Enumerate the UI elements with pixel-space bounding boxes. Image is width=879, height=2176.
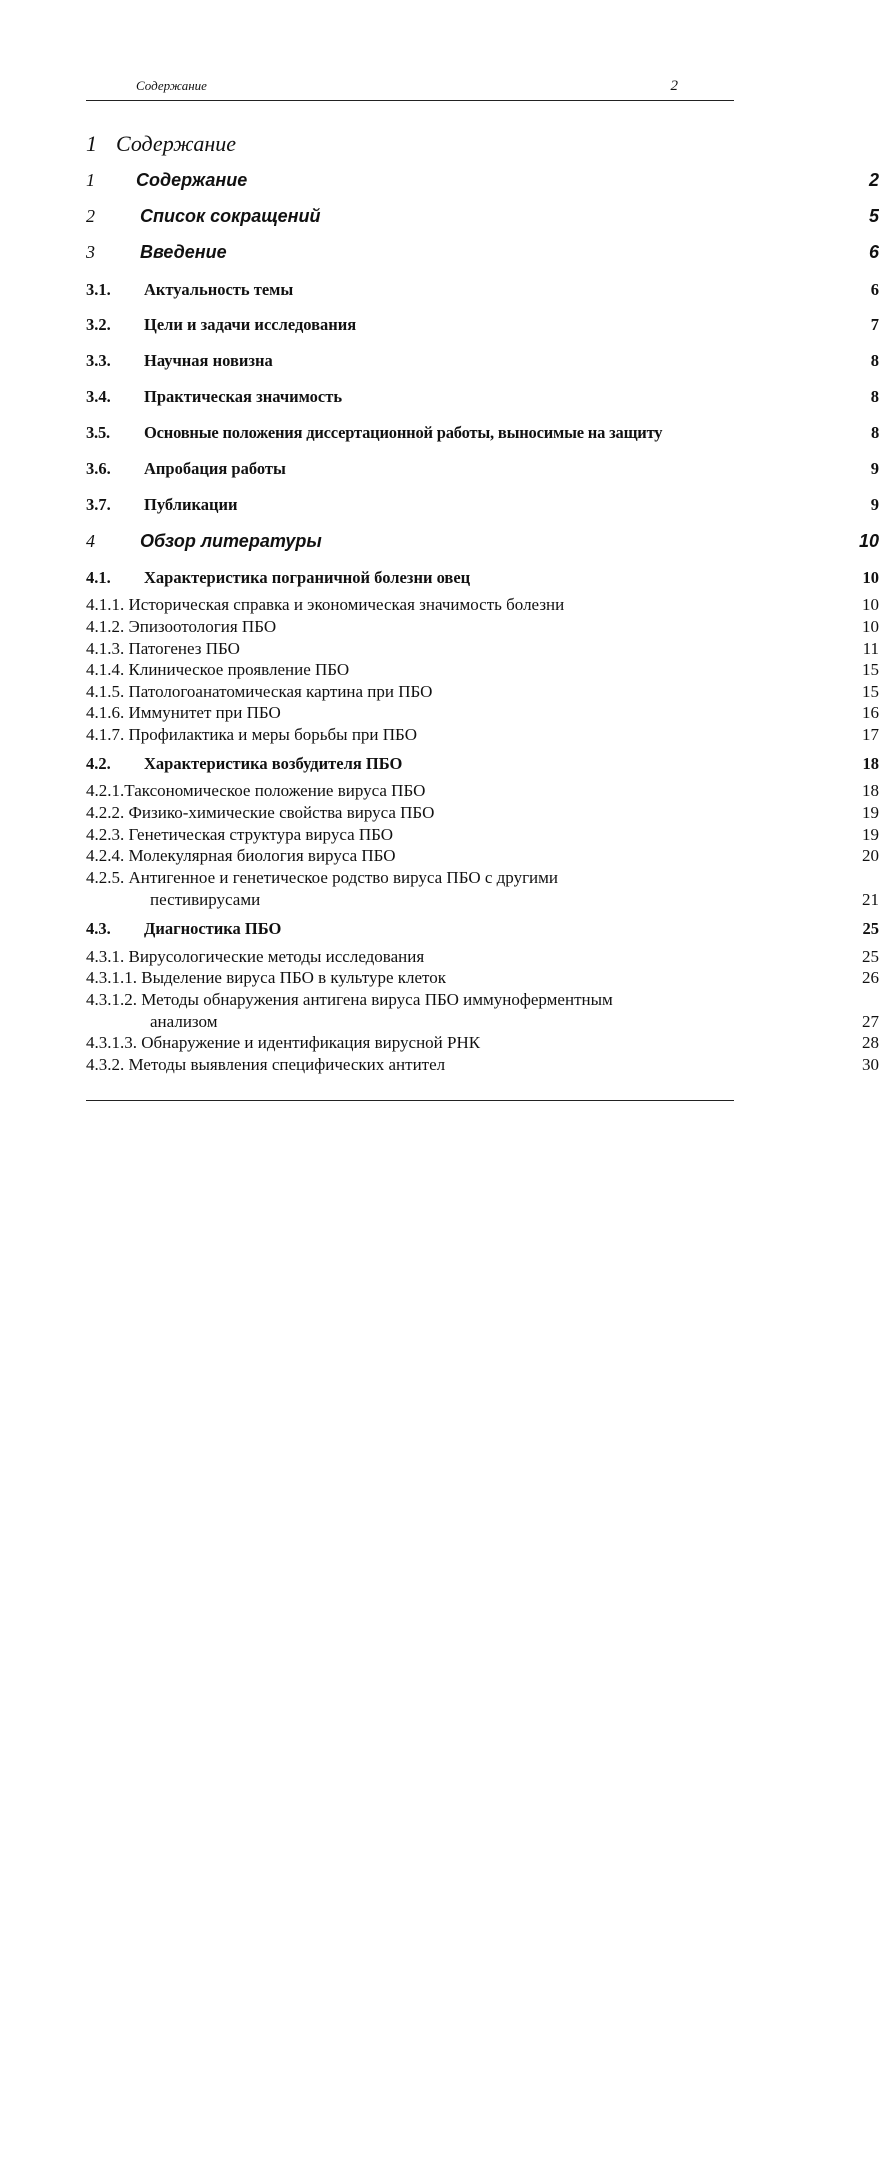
toc-subentry bbox=[86, 1032, 879, 1054]
toc-subentry-page: 26 bbox=[862, 968, 879, 987]
toc-subentry-continuation: пестивирусами bbox=[150, 890, 261, 909]
toc-entry-page: 2 bbox=[868, 170, 879, 190]
toc-subentry-page: 15 bbox=[862, 660, 879, 679]
toc-entry-number: 3 bbox=[86, 242, 95, 262]
toc-entry-number: 4.2. bbox=[86, 754, 111, 773]
toc-subentry-text: 4.1.2. Эпизоотология ПБО bbox=[86, 617, 277, 636]
toc-entry-title: Актуальность темы bbox=[144, 280, 294, 299]
toc-subentry bbox=[86, 867, 879, 911]
toc-subentry-text: 4.3.2. Методы выявления специфических антител bbox=[86, 1055, 446, 1074]
toc-entry-number: 3.5. bbox=[86, 423, 110, 442]
toc-subentry-page: 16 bbox=[862, 703, 879, 722]
page-number: 2 bbox=[670, 78, 678, 94]
toc-subentry-text: 4.2.2. Физико-химические свойства вируса ПБО bbox=[86, 803, 435, 822]
toc-subentry-page: 27 bbox=[862, 1012, 879, 1031]
toc-subentry-page: 30 bbox=[862, 1055, 879, 1074]
toc-entry-number: 3.4. bbox=[86, 387, 111, 406]
toc-subentry bbox=[86, 594, 879, 616]
toc-subentry bbox=[86, 780, 879, 802]
toc-subentry-text: 4.1.7. Профилактика и меры борьбы при ПБО bbox=[86, 725, 417, 744]
footer-rule bbox=[86, 1100, 734, 1101]
toc-entry-number: 1 bbox=[86, 170, 95, 190]
toc-subentry bbox=[86, 724, 879, 746]
toc-entry-title: Обзор литературы bbox=[140, 531, 322, 551]
toc-subentry bbox=[86, 702, 879, 724]
toc-subentry bbox=[86, 638, 879, 660]
toc-subentry-text: 4.1.5. Патологоанатомическая картина при ПБО bbox=[86, 682, 433, 701]
toc-entry-page: 9 bbox=[870, 495, 879, 514]
toc-subentry bbox=[86, 681, 879, 703]
toc-subentry-page: 25 bbox=[862, 947, 879, 966]
toc-subentry-text: 4.1.1. Историческая справка и экономическая значимость болезни bbox=[86, 595, 565, 614]
toc-entry-number: 4 bbox=[86, 531, 95, 551]
toc-entry-number: 2 bbox=[86, 206, 95, 226]
toc-subentry bbox=[86, 1054, 879, 1076]
toc-subentry-text: 4.1.3. Патогенез ПБО bbox=[86, 639, 240, 658]
toc-subentry-page: 11 bbox=[862, 639, 879, 658]
toc-entry-number: 4.1. bbox=[86, 568, 111, 587]
toc-subentry bbox=[86, 616, 879, 638]
toc-entry-number: 3.2. bbox=[86, 315, 111, 334]
toc-entry-page: 10 bbox=[862, 568, 879, 587]
toc-entry-page: 9 bbox=[870, 459, 879, 478]
toc-entry-number: 3.3. bbox=[86, 351, 111, 370]
toc-subentry-page: 17 bbox=[862, 725, 879, 744]
toc-subentry bbox=[86, 845, 879, 867]
toc-subentry-text: 4.3.1.3. Обнаружение и идентификация вирусной РНК bbox=[86, 1033, 481, 1052]
toc-entry-page: 6 bbox=[870, 280, 879, 299]
toc-subentry bbox=[86, 989, 879, 1033]
toc-entry-title: Цели и задачи исследования bbox=[144, 315, 357, 334]
toc-entry-page: 18 bbox=[862, 754, 879, 773]
toc-entry-page: 5 bbox=[868, 206, 879, 226]
toc-subentry-text: 4.3.1.2. Методы обнаружения антигена вируса ПБО иммуноферментным bbox=[86, 990, 613, 1009]
toc-subentry-text: 4.2.4. Молекулярная биология вируса ПБО bbox=[86, 846, 396, 865]
section-heading bbox=[86, 131, 236, 157]
toc-entry-title: Характеристика пограничной болезни овец bbox=[144, 568, 471, 587]
toc-subentry-page: 19 bbox=[862, 803, 879, 822]
toc-subentry-text: 4.1.6. Иммунитет при ПБО bbox=[86, 703, 281, 722]
toc-entry-title: Практическая значимость bbox=[144, 387, 343, 406]
toc-subentry-text: 4.3.1. Вирусологические методы исследования bbox=[86, 947, 425, 966]
running-header bbox=[86, 78, 734, 101]
toc-subentry-text: 4.3.1.1. Выделение вируса ПБО в культуре клеток bbox=[86, 968, 447, 987]
toc-entry-page: 6 bbox=[868, 242, 879, 262]
toc-subentry bbox=[86, 824, 879, 846]
toc-entry-title: Публикации bbox=[144, 495, 238, 514]
toc-subentry-page: 10 bbox=[862, 617, 879, 636]
toc-subentry-text: 4.2.5. Антигенное и генетическое родство вируса ПБО с другими bbox=[86, 868, 559, 887]
toc-subentry-page: 18 bbox=[862, 781, 879, 800]
toc-subentry-page: 21 bbox=[862, 890, 879, 909]
toc-subentry-page: 28 bbox=[862, 1033, 879, 1052]
toc-subentry-page: 19 bbox=[862, 825, 879, 844]
toc-entry-page: 25 bbox=[862, 919, 879, 938]
toc-subentry-continuation: анализом bbox=[150, 1012, 218, 1031]
toc-subentry bbox=[86, 802, 879, 824]
running-title: Содержание bbox=[136, 78, 207, 93]
toc-entry-page: 8 bbox=[870, 423, 879, 442]
toc-entry-number: 3.6. bbox=[86, 459, 111, 478]
toc-entry-title: Содержание bbox=[136, 170, 248, 190]
toc-entry-page: 8 bbox=[870, 351, 879, 370]
toc-entry-page: 7 bbox=[870, 315, 879, 334]
toc-entry-title: Список сокращений bbox=[140, 206, 321, 226]
toc-entry-title: Характеристика возбудителя ПБО bbox=[144, 754, 403, 773]
toc-subentry-page: 10 bbox=[862, 595, 879, 614]
toc-entry-title: Основные положения диссертационной работы, выносимые на защиту bbox=[144, 423, 663, 442]
toc-entry-number: 4.3. bbox=[86, 919, 111, 938]
section-heading-title: Содержание bbox=[116, 131, 237, 156]
section-heading-number: 1 bbox=[86, 131, 97, 156]
toc-subentry-text: 4.1.4. Клиническое проявление ПБО bbox=[86, 660, 350, 679]
toc-entry-title: Научная новизна bbox=[144, 351, 273, 370]
toc-entry-number: 3.1. bbox=[86, 280, 111, 299]
toc-entry-title: Апробация работы bbox=[144, 459, 286, 478]
toc-subentry-page: 20 bbox=[862, 846, 879, 865]
toc-subentry-text: 4.2.1.Таксономическое положение вируса ПБО bbox=[86, 781, 426, 800]
toc-entry-page: 10 bbox=[858, 531, 879, 551]
toc-subentry bbox=[86, 659, 879, 681]
toc-subentry-page: 15 bbox=[862, 682, 879, 701]
toc-subentry-text: 4.2.3. Генетическая структура вируса ПБО bbox=[86, 825, 394, 844]
toc-subentry bbox=[86, 946, 879, 968]
toc-subentry bbox=[86, 967, 879, 989]
toc-entry-page: 8 bbox=[870, 387, 879, 406]
toc-entry-title: Введение bbox=[140, 242, 227, 262]
toc-entry-number: 3.7. bbox=[86, 495, 111, 514]
toc-entry-title: Диагностика ПБО bbox=[144, 919, 282, 938]
